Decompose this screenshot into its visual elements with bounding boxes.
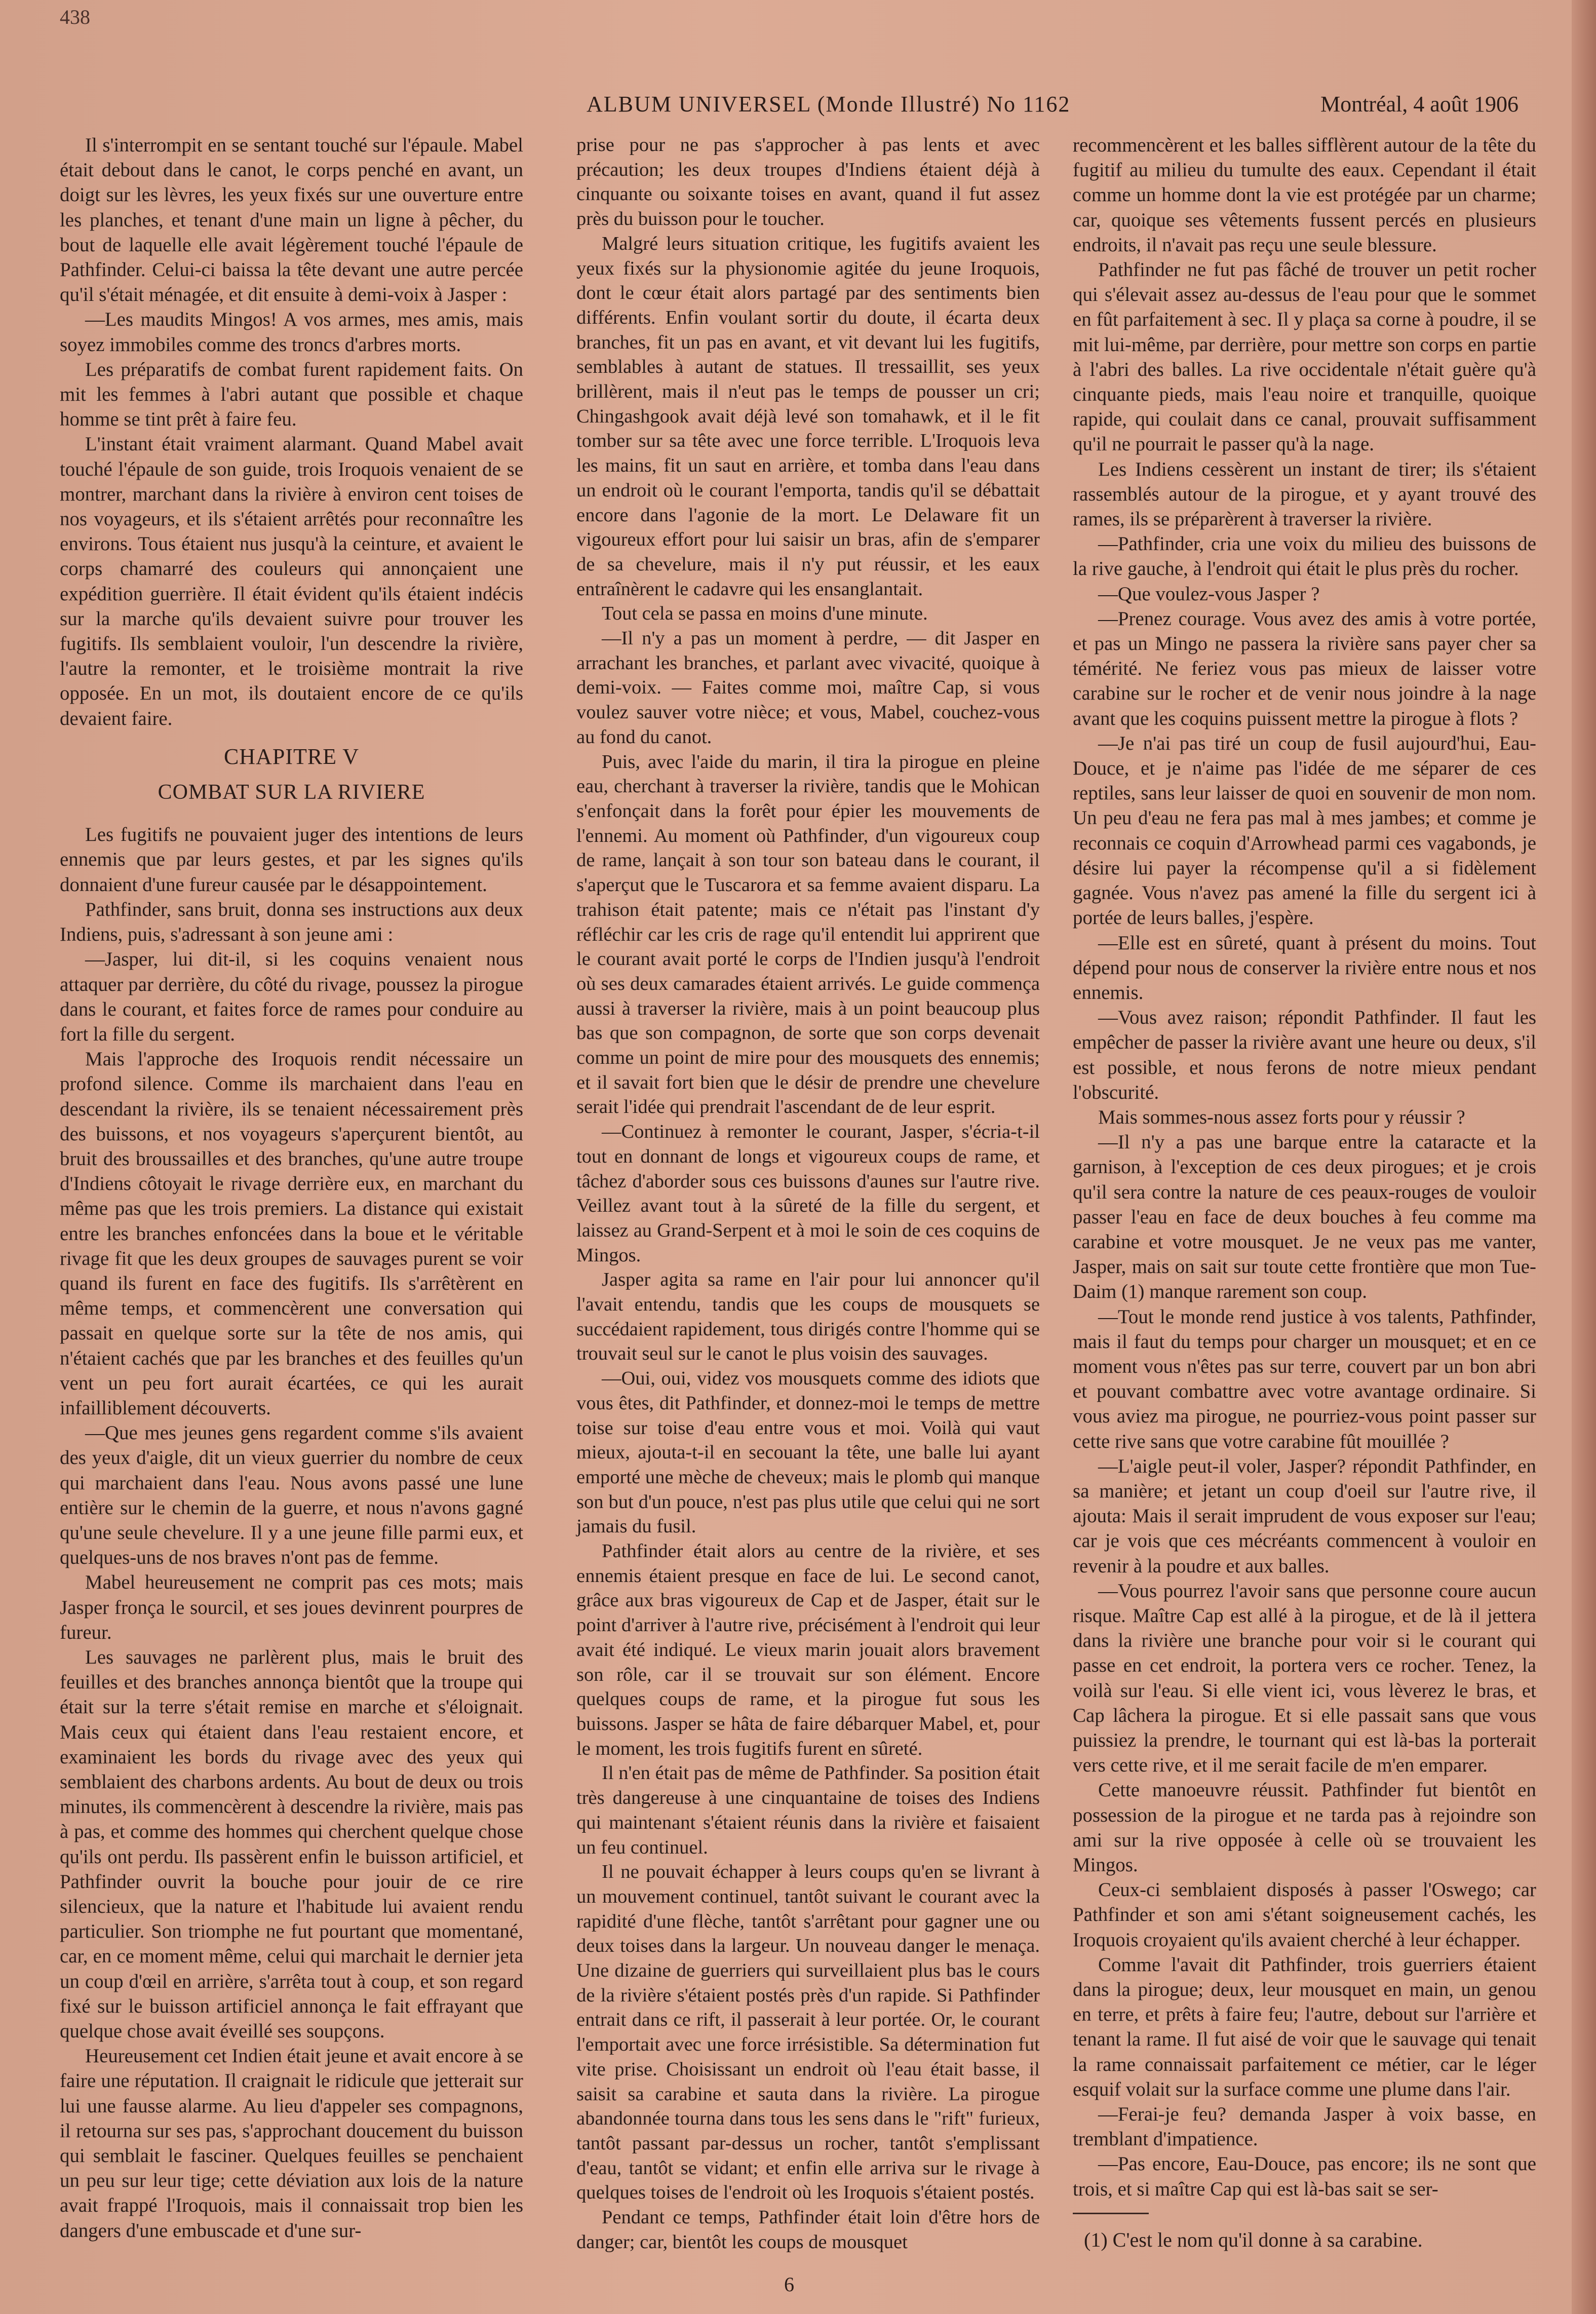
running-header [60,91,1519,127]
chapter-number: CHAPITRE V [223,744,360,769]
paragraph: Mais l'approche des Iroquois rendit nécessaire un profond silence. Comme ils marchaient dans l'eau en descendant la rivière, ils se tenaient nécessairement près des buissons, et nos voyageurs s'aperçurent bientôt, au bruit des broussailles et des branches, qu'une autre troupe d'Indiens côtoyait le rivage derrière eux, en marchant du même pas que les trois premiers. La distance qui existait entre les branches enfoncées dans la boue et le véritable rivage fit que les deux groupes de sauvages purent se voir quand ils furent en face des fugitifs. Ils s'arrêtèrent en même temps, et commencèrent une conversation qui passait en quelque sorte sur la tête de nos amis, qui n'étaient cachés que par les branches et des feuilles qu'un vent un peu fort aurait écartées, ce qui les aurait infailliblement découverts. [60,1048,523,1419]
paragraph: Il s'interrompit en se sentant touché sur l'épaule. Mabel était debout dans le canot, le corps penché en avant, un doigt sur les lèvres, les yeux fixés sur une ouverture entre les planches, et tenant d'une main un ligne à pêcher, du bout de laquelle elle avait légèrement touché l'épaule de Pathfinder. Celui-ci baissa la tête devant une autre percée qu'il s'était ménagée, et dit ensuite à demi-voix à Jasper : [60,134,523,306]
paragraph: —Continuez à remonter le courant, Jasper, s'écria-t-il tout en donnant de longs et vigoureux coups de rame, et tâchez d'aborder sous ces buissons d'aunes sur l'autre rive. Veillez avant tout à la sûreté de la fille du sergent, et laissez au Grand-Serpent et à moi le soin de ces coquins de Mingos. [576,1121,1040,1266]
paragraph: Malgré leurs situation critique, les fugitifs avaient les yeux fixés sur la physionomie agitée du jeune Iroquois, dont le cœur était alors partagé par des sentiments bien différents. Enfin voulant sortir du doute, il écarta deux branches, fit un pas en avant, et vit devant lui les fugitifs, semblables à autant de statues. Il tressaillit, ses yeux brillèrent, mais il n'eut pas le temps de pousser un cri; Chingashgook avait déjà levé son tomahawk, et il le fit tomber sur sa tête avec une force terrible. L'Iroquois leva les mains, fit un saut en arrière, et tomba dans l'eau dans un endroit où le courant l'emporta, tandis qu'il se débattait encore dans l'agonie de la mort. Le Delaware fit un vigoureux effort pour lui saisir un bras, afin de s'emparer de sa chevelure, mais il n'y put réussir, et les eaux entraînèrent le cadavre qui les ensanglantait. [576,233,1040,600]
publication-title: ALBUM UNIVERSEL (Monde Illustré) No 1162 [587,92,1071,117]
paragraph: Pathfinder ne fut pas fâché de trouver un petit rocher qui s'élevait assez au-dessus de l'eau pour que le sommet en fût parfaitement à sec. Il y plaça sa corne à poudre, il se mit lui-même, par derrière, pour mettre son corps en partie à l'abri des balles. La rive occidentale n'était guère qu'à cinquante pieds, mais l'eau noire et tranquille, quoique rapide, qui coulait dans ce canal, prouvait suffisamment qu'il ne pourrait le passer qu'à la nage. [1073,259,1536,455]
paragraph: Pathfinder, sans bruit, donna ses instructions aux deux Indiens, puis, s'adressant à son jeune ami : [60,898,523,946]
paragraph: —Il n'y a pas une barque entre la cataracte et la garnison, à l'exception de ces deux pirogues; et je crois qu'il sera contre la nature de ces peaux-rouges de vouloir passer l'eau en face de deux bouches à feu comme ma carabine et votre mousquet. Je ne veux pas me vanter, Jasper, mais on sait sur toute cette frontière que mon Tue-Daim (1) manque rarement son coup. [1073,1131,1536,1303]
page-spine-shadow [1572,0,1596,2314]
paragraph: —Elle est en sûreté, quant à présent du moins. Tout dépend pour nous de conserver la rivière entre nous et nos ennemis. [1073,932,1536,1004]
paragraph: —Vous pourrez l'avoir sans que personne coure aucun risque. Maître Cap est allé à la pirogue, et de là il jettera dans la rivière une branche pour voir si le courant qui passe en cet endroit, la portera vers ce rocher. Tenez, la voilà sur l'eau. Si elle vient ici, vous lèverez le bras, et Cap lâchera la pirogue. Et si elle passait sans que vous puissiez la prendre, le tournant qui est là-bas la porterait vers cette rive, et il me serait facile de m'en emparer. [1073,1579,1536,1777]
footnote-divider [1073,2213,1149,2214]
paragraph: —Prenez courage. Vous avez des amis à votre portée, et pas un Mingo ne passera la rivière sans payer cher sa témérité. Ne feriez vous pas mieux de laisser votre carabine sur le rocher et de venir nous joindre à la nage avant que les coquins puissent mettre la pirogue à flots ? [1073,607,1536,729]
paragraph: Il ne pouvait échapper à leurs coups qu'en se livrant à un mouvement continuel, tantôt suivant le courant avec la rapidité d'une flèche, tantôt s'arrêtant pour gagner une ou deux toises dans la largeur. Un nouveau danger le menaça. Une dizaine de guerriers qui surveillaient plus bas le cours de la rivière s'étaient postés près d'un rapide. Si Pathfinder entrait dans ce rift, il passerait à leur portée. Or, le courant l'emportait avec une force irrésistible. Sa détermination fut vite prise. Choisissant un endroit où l'eau était basse, il saisit sa carabine et sauta dans la rivière. La pirogue abandonnée tourna dans tous les sens dans le "rift" furieux, tantôt passant par-dessus un rocher, tantôt s'emplissant d'eau, tantôt se vidant; et enfin elle arriva sur le rivage à quelques toises de l'endroit où les Iroquois s'étaient postés. [576,1861,1040,2204]
paragraph: recommencèrent et les balles sifflèrent autour de la tête du fugitif au milieu du tumulte des eaux. Cependant il était comme un homme dont la vie est protégée par un charme; car, quoique ses vêtements fussent percés en plusieurs endroits, il n'avait pas reçu une seule blessure. [1073,134,1536,256]
paragraph: —Ferai-je feu? demanda Jasper à voix basse, en tremblant d'impatience. [1073,2103,1536,2150]
paragraph: Mais sommes-nous assez forts pour y réussir ? [1098,1106,1465,1128]
paragraph: Les sauvages ne parlèrent plus, mais le bruit des feuilles et des branches annonça bientôt que la troupe qui était sur la terre s'était remise en marche et s'éloignait. Mais ceux qui étaient dans l'eau restaient encore, et examinaient les bords du rivage avec des yeux qui semblaient des charbons ardents. Au bout de deux ou trois minutes, ils commencèrent à descendre la rivière, mais pas à pas, et comme des hommes qui cherchent quelque chose qu'ils ont perdu. Ils passèrent enfin le buisson artificiel, et Pathfinder ouvrit la bouche pour jouir de ce rire silencieux, que la nature et l'habitude lui avaient rendu particulier. Son triomphe ne fut pourtant que momentané, car, en ce moment même, celui qui marchait le dernier jeta un coup d'œil en arrière, s'arrêta tout à coup, et son regard fixé sur le buisson artificiel annonça le fait effrayant que quelque chose avait éveillé ses soupçons. [60,1646,523,2042]
paragraph: Cette manoeuvre réussit. Pathfinder fut bientôt en possession de la pirogue et ne tarda pas à rejoindre son ami sur la rive opposée à celle où se trouvaient les Mingos. [1073,1779,1536,1876]
paragraph: Les fugitifs ne pouvaient juger des intentions de leurs ennemis que par leurs gestes, et par les signes qu'ils donnaient d'une fureur causée par le désappointement. [60,824,523,896]
column-3 [1073,133,1536,2252]
paragraph: Jasper agita sa rame en l'air pour lui annoncer qu'il l'avait entendu, tandis que les coups de mousquets se succédaient rapidement, tous dirigés contre l'homme qui se trouvait seul sur le canot le plus voisin des sauvages. [576,1269,1040,1365]
paragraph: Les préparatifs de combat furent rapidement faits. On mit les femmes à l'abri autant que possible et chaque homme se tint prêt à faire feu. [60,358,523,431]
paragraph: —Vous avez raison; répondit Pathfinder. Il faut les empêcher de passer la rivière avant une heure ou deux, s'il est possible, et nous ferons de notre mieux pendant l'obscurité. [1073,1007,1536,1103]
paragraph: —Oui, oui, videz vos mousquets comme des idiots que vous êtes, dit Pathfinder, et donnez-moi le temps de mettre toise sur toise d'eau entre vous et moi. Voilà qui vaut mieux, ajouta-t-il en secouant la tête, une balle lui ayant emporté une mèche de cheveux; mais le plomb qui manque son but d'un pouce, n'est pas plus utile que celui qui ne sort jamais du fusil. [576,1368,1040,1537]
paragraph: —Pathfinder, cria une voix du milieu des buissons de la rive gauche, à l'endroit qui était le plus près du rocher. [1073,533,1536,580]
issue-date: Montréal, 4 août 1906 [1320,92,1519,117]
paragraph: prise pour ne pas s'approcher à pas lents et avec précaution; les deux troupes d'Indiens étaient déjà à cinquante ou soixante toises en avant, quand il fut assez près du buisson pour le toucher. [576,134,1040,230]
paragraph: —Il n'y a pas un moment à perdre, — dit Jasper en arrachant les branches, et parlant avec vivacité, quoique à demi-voix. — Faites comme moi, maître Cap, si vous voulez sauver votre nièce; et vous, Mabel, couchez-vous au fond du canot. [576,628,1040,748]
paragraph: —Que voulez-vous Jasper ? [1098,583,1320,605]
paragraph: Pathfinder était alors au centre de la rivière, et ses ennemis étaient presque en face de lui. Le second canot, grâce aux bras vigoureux de Cap et de Jasper, était sur le point d'arriver à l'autre rive, précisément à l'endroit qui leur avait été indiqué. Le vieux marin jouait alors bravement son rôle, car il se trouvait sur son élément. Encore quelques coups de rame, et la pirogue fut sous les buissons. Jasper se hâta de faire débarquer Mabel, et, pour le moment, les trois fugitifs furent en sûreté. [576,1540,1040,1759]
paragraph: —Jasper, lui dit-il, si les coquins venaient nous attaquer par derrière, du côté du rivage, poussez la pirogue dans le courant, et faites force de rames pour conduire au fort la fille du sergent. [60,948,523,1045]
chapter-title: COMBAT SUR LA RIVIERE [158,781,425,804]
paragraph: —Que mes jeunes gens regardent comme s'ils avaient des yeux d'aigle, dit un vieux guerrier du nombre de ceux qui marchaient dans l'eau. Nous avons passé une lune entière sur le chemin de la guerre, et nous n'avons gagné qu'une seule chevelure. Il y a une jeune fille parmi eux, et quelques-uns de nos braves n'ont pas de femme. [60,1422,523,1569]
paragraph: Pendant ce temps, Pathfinder était loin d'être hors de danger; car, bientôt les coups de mousquet [576,2207,1040,2253]
paragraph: —Je n'ai pas tiré un coup de fusil aujourd'hui, Eau-Douce, et je n'aime pas l'idée de me séparer de ces reptiles, sans leur laisser de quoi en souvenir de mon nom. Un peu d'eau ne fera pas mal à mes jambes; et comme je reconnais ce coquin d'Arrowhead parmi ces vagabonds, je désire lui payer la récompense qu'il a si fidèlement gagnée. Vous n'avez pas amené la fille du sergent ici à portée de leurs balles, j'espère. [1073,732,1536,929]
paragraph: Ceux-ci semblaient disposés à passer l'Oswego; car Pathfinder et son ami s'étant soigneusement cachés, les Iroquois croyaient qu'ils avaient cherché à leur échapper. [1073,1879,1536,1951]
paragraph: Les Indiens cessèrent un instant de tirer; ils s'étaient rassemblés autour de la pirogue, et y ayant trouvé des rames, ils se préparèrent à traverser la rivière. [1073,458,1536,530]
bottom-page-number: 6 [784,2273,794,2296]
paragraph: Heureusement cet Indien était jeune et avait encore à se faire une réputation. Il craignait le ridicule que jetterait sur lui une fausse alarme. Au lieu d'appeler ses compagnons, il retourna sur ses pas, s'approchant doucement du buisson qui semblait le fasciner. Quelques feuilles se penchaient un peu sur leur tige; cette déviation aux lois de la nature avait frappé l'Iroquois, mais il connaissait trop bien les dangers d'une embuscade et d'une sur- [60,2045,523,2242]
paragraph: Il n'en était pas de même de Pathfinder. Sa position était très dangereuse à une cinquantaine de toises des Indiens qui maintenant s'étaient réunis dans la rivière et faisaient un feu continuel. [576,1762,1040,1858]
paragraph: L'instant était vraiment alarmant. Quand Mabel avait touché l'épaule de son guide, trois Iroquois venaient de se montrer, marchant dans la rivière à environ cent toises de nos voyageurs, et ils s'étaient arrêtés pour reconnaître les environs. Tous étaient nus jusqu'à la ceinture, et avaient le corps chamarré des couleurs qui annonçaient une expédition guerrière. Il était évident qu'ils étaient indécis sur la marche qu'ils devaient suivre pour trouver les fugitifs. Ils semblaient vouloir, l'un descendre la rivière, l'autre la remonter, et le troisième montrait la rive opposée. En un mot, ils doutaient encore de ce qu'ils devaient faire. [60,433,523,729]
paragraph: —L'aigle peut-il voler, Jasper? répondit Pathfinder, en sa manière; et jetant un coup d'oeil sur l'autre rive, il ajouta: Mais il serait imprudent de vous exposer sur l'eau; car je vois que ces mécréants commencent à vouloir en revenir à la poudre et aux balles. [1073,1455,1536,1577]
paragraph: —Pas encore, Eau-Douce, pas encore; ils ne sont que trois, et si maître Cap qui est là-bas sait se ser- [1073,2153,1536,2200]
column-2 [576,133,1040,2254]
top-page-number: 438 [60,6,90,28]
column-1 [60,133,523,2243]
paragraph: —Tout le monde rend justice à vos talents, Pathfinder, mais il faut du temps pour charger un mousquet; et en ce moment vous n'êtes pas sur terre, couvert par un bon abri et pouvant combattre avec votre avantage ordinaire. Si vous aviez ma pirogue, ne pourriez-vous point passer sur cette rive sans que votre carabine fût mouillée ? [1073,1305,1536,1452]
paragraph: Tout cela se passa en moins d'une minute. [602,603,928,625]
paragraph: Mabel heureusement ne comprit pas ces mots; mais Jasper fronça le sourcil, et ses joues devinrent pourpres de fureur. [60,1571,523,1643]
footnote: (1) C'est le nom qu'il donne à sa carabine. [1084,2228,1423,2251]
paragraph: —Les maudits Mingos! A vos armes, mes amis, mais soyez immobiles comme des troncs d'arbres morts. [60,308,523,356]
paragraph: Puis, avec l'aide du marin, il tira la pirogue en pleine eau, cherchant à traverser la rivière, tandis que le Mohican s'enfonçait dans la forêt pour épier les mouvements de l'ennemi. Au moment où Pathfinder, d'un vigoureux coup de rame, lançait à son tour son bateau dans le courant, il s'aperçut que le Tuscarora et sa femme avaient disparu. La trahison était patente; mais ce n'était pas l'instant d'y réfléchir car les cris de rage qu'il entendit lui apprirent que le courant avait porté le corps de l'Indien jusqu'à l'endroit où ses deux camarades étaient arrivés. Le guide commença aussi à traverser la rivière, mais à un point beaucoup plus bas que son compagnon, de sorte que son corps devenait comme un point de mire pour des mousquets des ennemis; et il savait fort bien que le désir de prendre une chevelure serait l'idée qui prendrait l'ascendant de de leur esprit. [576,751,1040,1118]
paragraph: Comme l'avait dit Pathfinder, trois guerriers étaient dans la pirogue; deux, leur mousquet en main, un genou en terre, et prêts à faire feu; l'autre, debout sur l'arrière et tenant la rame. Il fut aisé de voir que le sauvage qui tenait la rame connaissait parfaitement ce métier, car le léger esquif volait sur la surface comme une plume dans l'air. [1073,1953,1536,2100]
